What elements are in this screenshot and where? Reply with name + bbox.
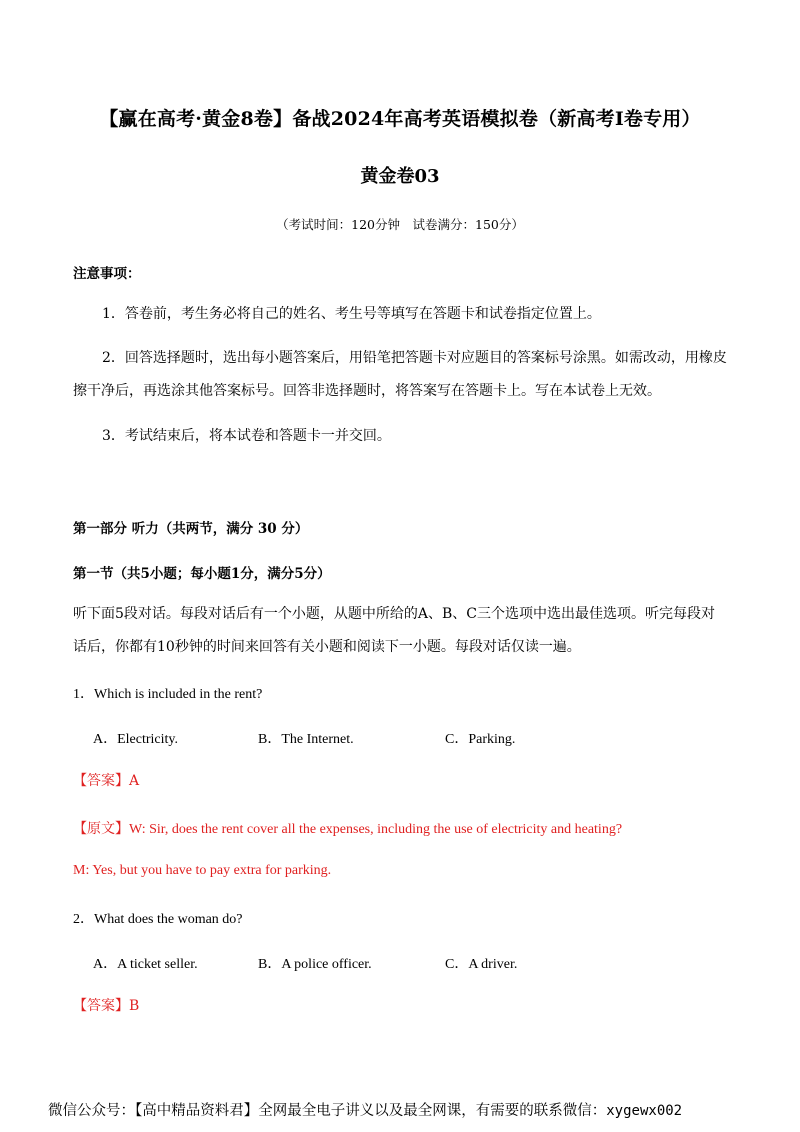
footer-wechat-id: xygewx002	[606, 1103, 683, 1119]
footer-text: 微信公众号：【高中精品资料君】全网最全电子讲义以及最全网课，有需要的联系微信：	[48, 1103, 607, 1119]
instructions-line-1: 听下面5段对话。每段对话后有一个小题，从题中所给的A、B、C三个选项中选出最佳选项。听完每段对	[73, 606, 716, 622]
question-2-stem: 2．What does the woman do?	[73, 912, 243, 927]
question-2-option-a: A．A ticket seller.	[93, 957, 198, 972]
section-1-heading: 第一节（共5小题；每小题1分，满分5分）	[73, 566, 331, 582]
footer	[48, 1099, 682, 1120]
question-1-option-c: C．Parking.	[445, 732, 516, 747]
question-1-option-a: A．Electricity.	[93, 732, 179, 747]
part-1-heading: 第一部分 听力（共两节，满分 30 分）	[73, 521, 309, 537]
question-1-transcript-line-1: 【原文】W: Sir, does the rent cover all the expenses, including the use of electricity and heating?	[73, 822, 623, 837]
notes-item-3: 3．考试结束后，将本试卷和答题卡一并交回。	[102, 428, 391, 444]
notes-heading: 注意事项：	[73, 266, 141, 282]
notes-item-2-line-2: 擦干净后，再选涂其他答案标号。回答非选择题时，将答案写在答题卡上。写在本试卷上无效。	[73, 383, 661, 399]
notes-item-1: 1．答卷前，考生务必将自己的姓名、考生号等填写在答题卡和试卷指定位置上。	[102, 306, 601, 322]
instructions-line-2: 话后，你都有10秒钟的时间来回答有关小题和阅读下一小题。每段对话仅读一遍。	[73, 639, 581, 655]
question-2-option-b: B．A police officer.	[258, 957, 372, 972]
question-2-answer: 【答案】B	[73, 998, 140, 1014]
exam-info: （考试时间：120分钟 试卷满分：150分）	[276, 217, 524, 232]
question-1-option-b: B．The Internet.	[258, 732, 354, 747]
document-subtitle: 黄金卷03	[360, 166, 440, 187]
question-2-option-c: C．A driver.	[445, 957, 518, 972]
notes-item-2-line-1: 2．回答选择题时，选出每小题答案后，用铅笔把答题卡对应题目的答案标号涂黑。如需改动，用橡皮	[102, 350, 727, 366]
question-1-stem: 1．Which is included in the rent?	[73, 687, 263, 702]
question-1-answer: 【答案】A	[73, 773, 140, 789]
question-1-transcript-line-2: M: Yes, but you have to pay extra for parking.	[73, 863, 332, 878]
document-title: 【赢在高考·黄金8卷】备战2024年高考英语模拟卷（新高考I卷专用）	[99, 108, 701, 130]
